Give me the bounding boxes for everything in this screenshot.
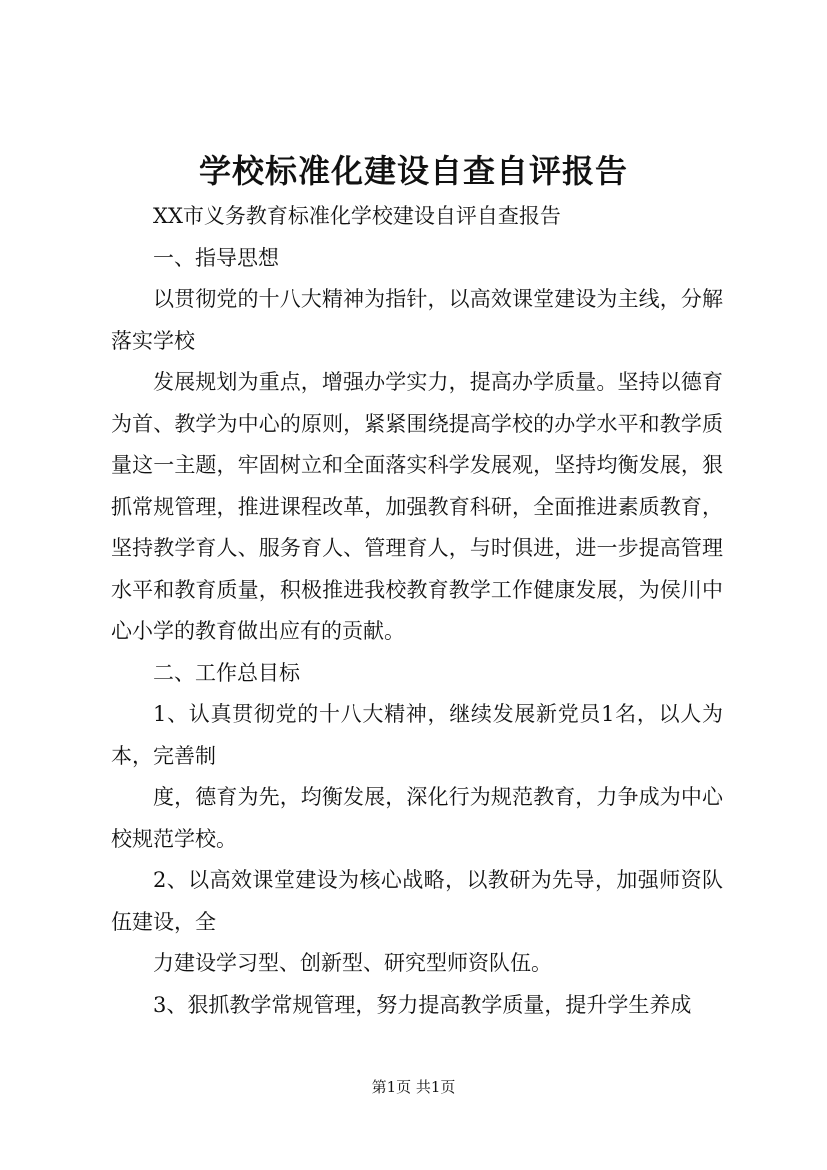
paragraph-subtitle: XX市义务教育标准化学校建设自评自查报告 [153, 204, 561, 228]
paragraph-heading-guiding-ideology: 一、指导思想 [153, 245, 279, 270]
paragraph: 以贯彻党的十八大精神为指针，以高效课堂建设为主线，分解落实学校 [111, 287, 723, 353]
paragraph: 发展规划为重点，增强办学实力，提高办学质量。坚持以德育为首、教学为中心的原则，紧紧围绕提高学校的办学水平和教学质量这一主题，牢固树立和全面落实科学发展观，坚持均衡发展，狠抓常规管理，推进课程改革，加强教育科研，全面推进素质教育，坚持教学育人、服务育人、管理育人，与时俱进，进一步提高管理水平和教育质量，积极推进我校教育教学工作健康发展，为侯川中心小学的教育做出应有的贡献。 [111, 370, 723, 643]
document-body [111, 196, 723, 1026]
page-footer: 第1页 共1页 [371, 1078, 456, 1096]
paragraph: 度，德育为先，均衡发展，深化行为规范教育，力争成为中心校规范学校。 [111, 785, 723, 851]
document-title: 学校标准化建设自查自评报告 [198, 152, 628, 190]
paragraph: 3、狠抓教学常规管理，努力提高教学质量，提升学生养成 [153, 992, 692, 1017]
paragraph-heading-overall-goals: 二、工作总目标 [153, 660, 300, 685]
paragraph: 1、认真贯彻党的十八大精神，继续发展新党员1名，以人为本，完善制 [111, 702, 723, 768]
paragraph: 力建设学习型、创新型、研究型师资队伍。 [153, 951, 552, 975]
paragraph: 2、以高效课堂建设为核心战略，以教研为先导，加强师资队伍建设，全 [111, 868, 723, 934]
